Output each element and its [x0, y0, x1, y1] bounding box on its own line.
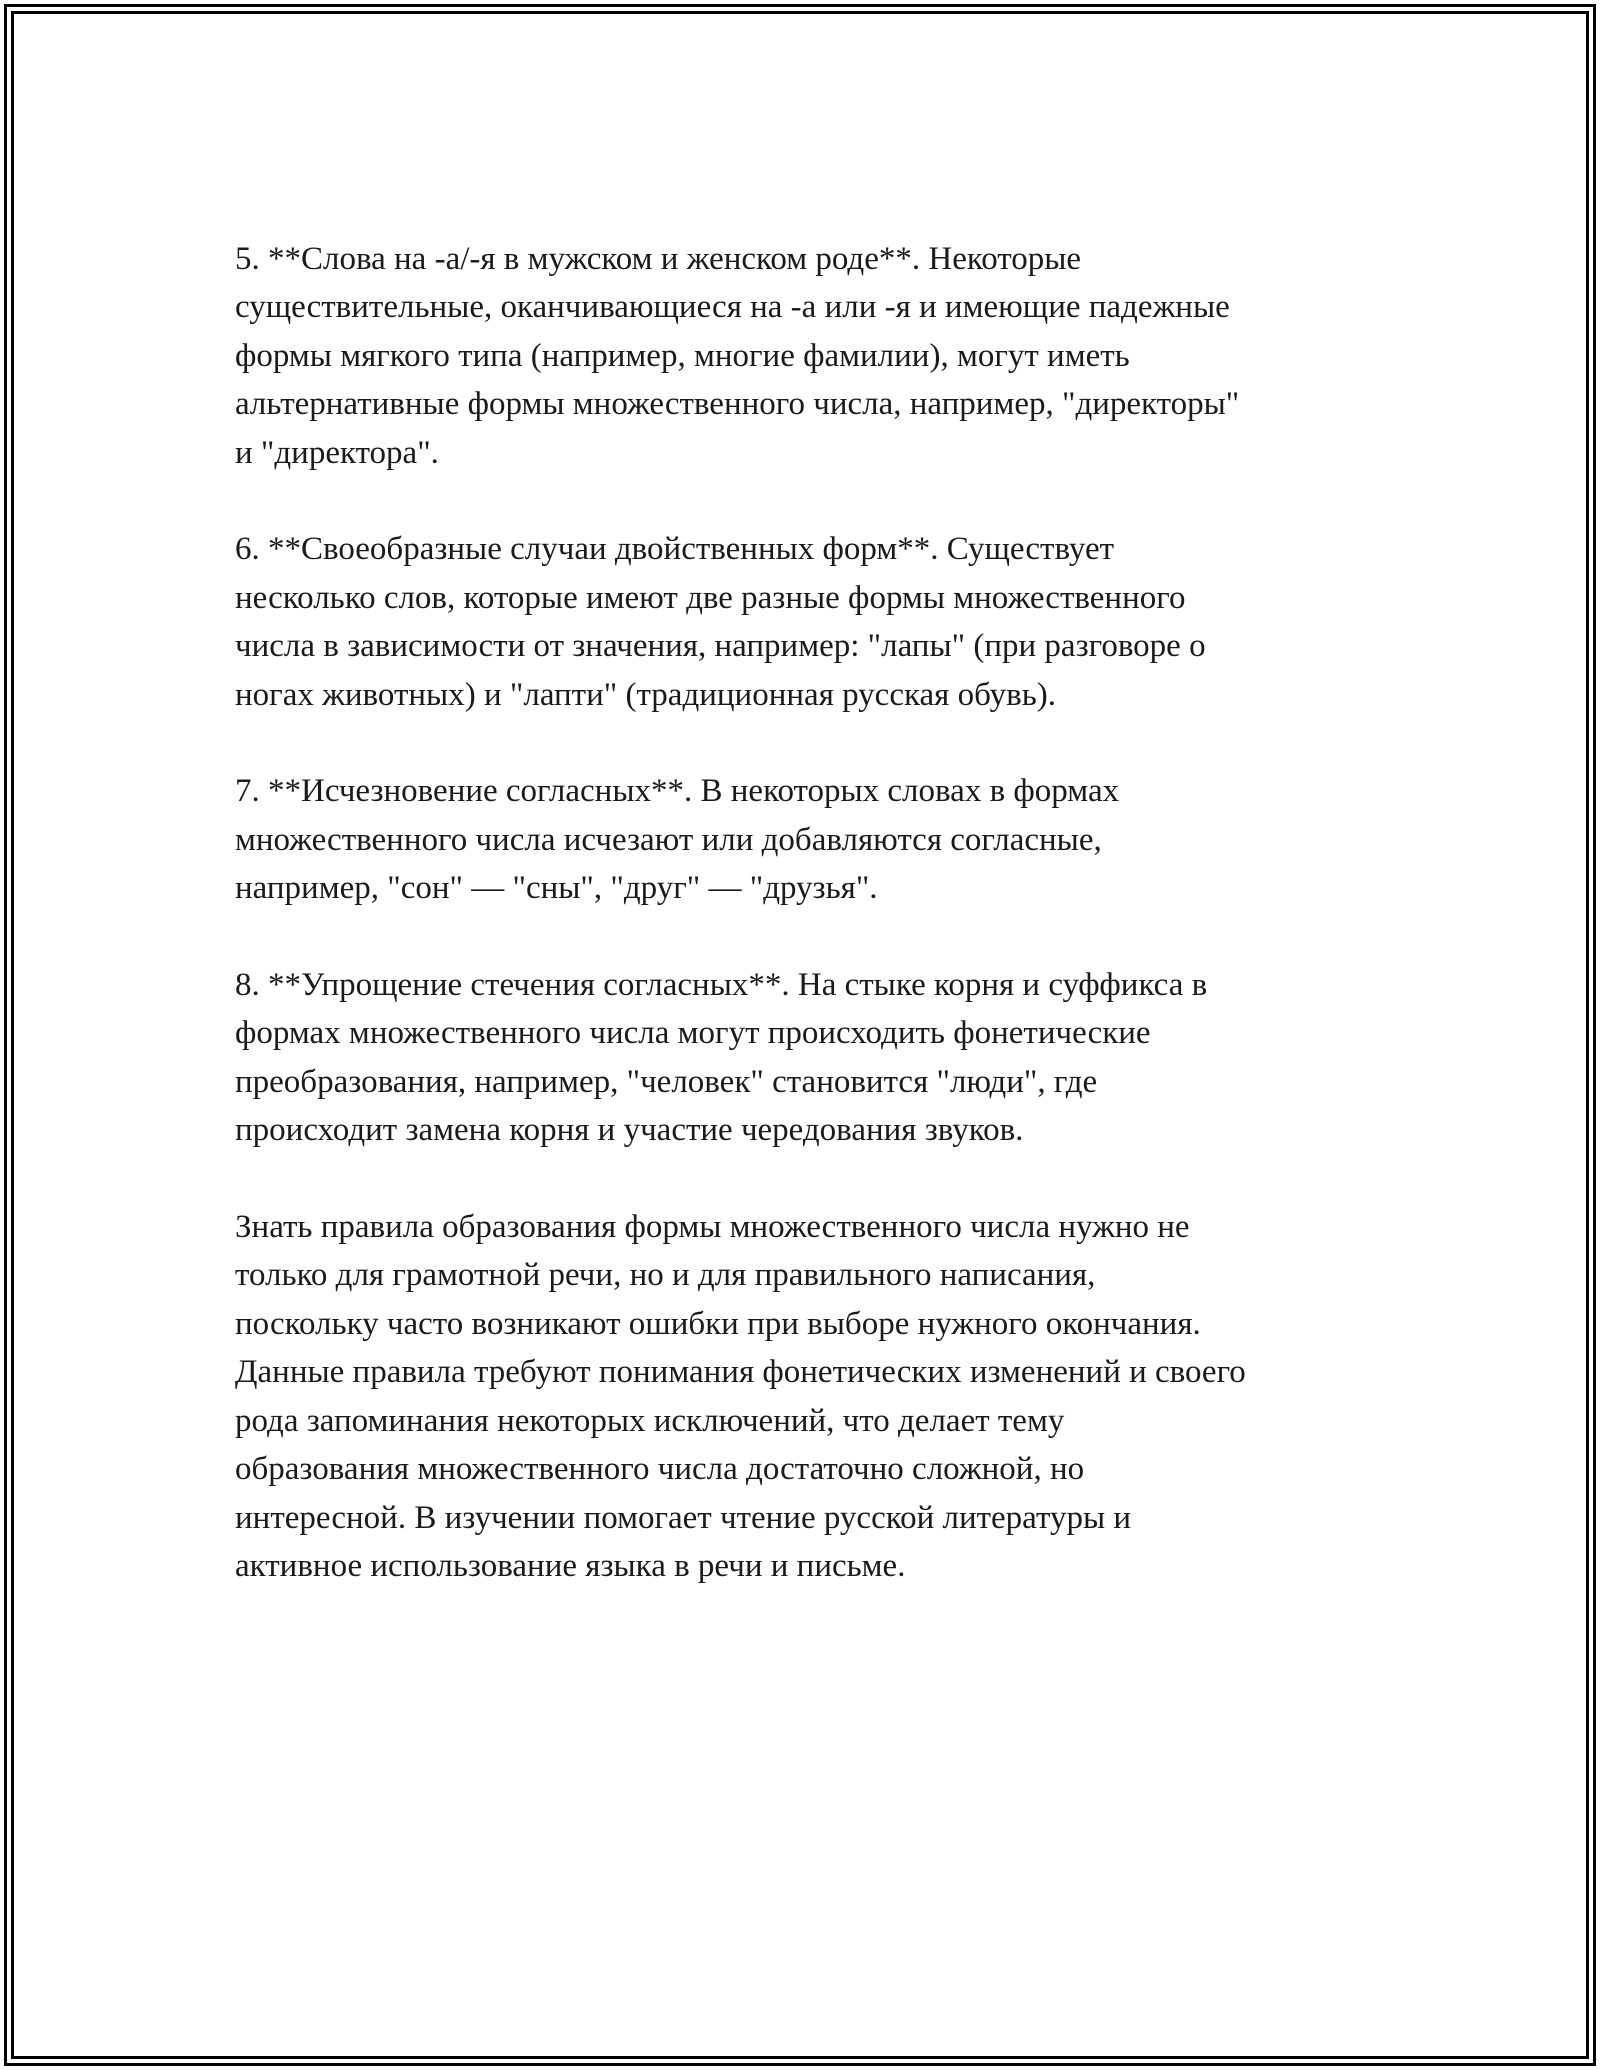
text-line: несколько слов, которые имеют две разные формы множественного	[235, 579, 1186, 616]
text-line: 7. **Исчезновение согласных**. В некоторых словах в формах	[235, 773, 1120, 810]
text-line: альтернативные формы множественного числа, например, "директоры"	[235, 386, 1240, 423]
text-line: множественного числа исчезают или добавляются согласные,	[235, 821, 1102, 858]
document-body	[235, 235, 1375, 1590]
text-line: образования множественного числа достаточно сложной, но	[235, 1451, 1085, 1488]
text-line: Знать правила образования формы множественного числа нужно не	[235, 1209, 1190, 1246]
text-line: формах множественного числа могут происходить фонетические	[235, 1015, 1151, 1052]
paragraph-8-consonant-cluster-simplification	[235, 961, 1375, 1155]
text-line: и "директора".	[235, 434, 439, 471]
paragraph-conclusion	[235, 1203, 1375, 1590]
text-line: числа в зависимости от значения, например: "лапы" (при разговоре о	[235, 628, 1206, 665]
paragraph-6-special-dual-forms	[235, 525, 1375, 719]
text-line: преобразования, например, "человек" становится "люди", где	[235, 1063, 1098, 1100]
text-line: рода запоминания некоторых исключений, что делает тему	[235, 1402, 1065, 1439]
text-line: интересной. В изучении помогает чтение русской литературы и	[235, 1499, 1132, 1536]
text-line: например, "сон" — "сны", "друг" — "друзья".	[235, 870, 878, 907]
text-line: 8. **Упрощение стечения согласных**. На стыке корня и суффикса в	[235, 967, 1208, 1004]
text-line: ногах животных) и "лапти" (традиционная русская обувь).	[235, 676, 1056, 713]
text-line: 5. **Слова на -а/-я в мужском и женском роде**. Некоторые	[235, 241, 1082, 277]
text-line: существительные, оканчивающиеся на -а или -я и имеющие падежные	[235, 289, 1230, 326]
text-line: активное использование языка в речи и письме.	[235, 1547, 906, 1584]
paragraph-5-dual-forms-a-ya	[235, 235, 1375, 477]
text-line: поскольку часто возникают ошибки при выборе нужного окончания.	[235, 1305, 1201, 1342]
text-line: формы мягкого типа (например, многие фамилии), могут иметь	[235, 337, 1130, 374]
text-line: только для грамотной речи, но и для правильного написания,	[235, 1257, 1096, 1294]
paragraph-7-consonant-loss	[235, 767, 1375, 912]
text-line: Данные правила требуют понимания фонетических изменений и своего	[235, 1354, 1246, 1391]
text-line: 6. **Своеобразные случаи двойственных форм**. Существует	[235, 531, 1115, 568]
text-line: происходит замена корня и участие чередования звуков.	[235, 1112, 1024, 1149]
